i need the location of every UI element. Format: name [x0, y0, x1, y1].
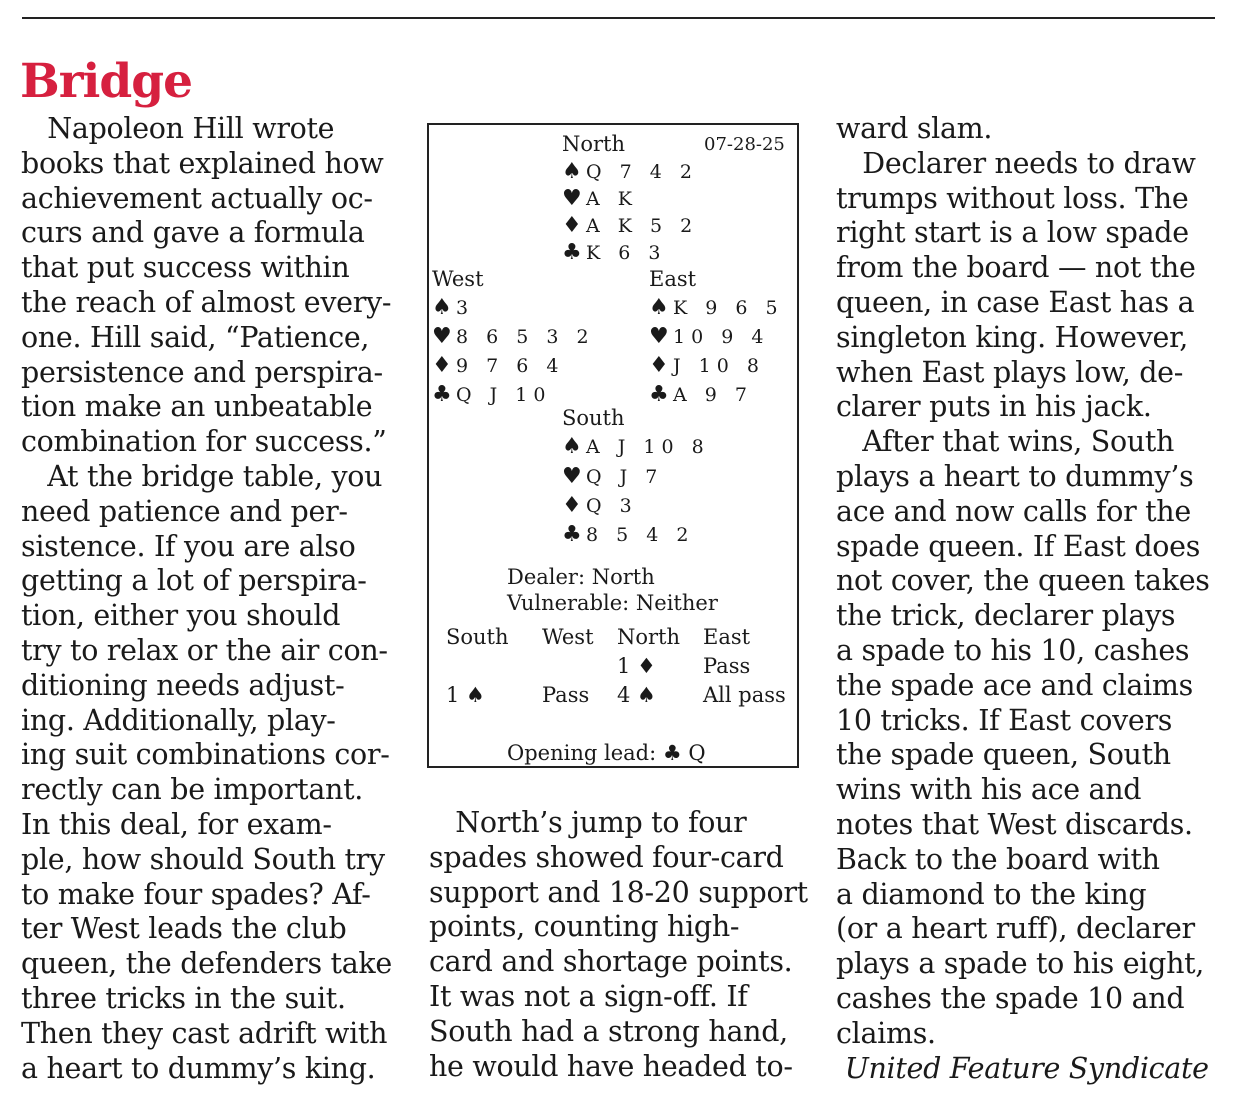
- east-clubs: ♣ A 9 7: [649, 382, 753, 407]
- spade-icon: ♠: [562, 159, 582, 184]
- text-line: points, counting high-: [429, 910, 740, 944]
- club-icon: ♣: [649, 382, 669, 407]
- east-hearts: ♥ 10 9 4: [649, 324, 770, 349]
- east-spades: ♠ K 9 6 5: [649, 295, 784, 320]
- text-line: tion, either you should: [21, 599, 341, 633]
- club-icon: ♣: [432, 382, 452, 407]
- text-line: ing. Additionally, play-: [21, 703, 336, 737]
- section-title: Bridge: [20, 54, 192, 109]
- article-column-3: [836, 112, 1231, 1086]
- south-diamonds: ♦ Q 3: [562, 493, 638, 518]
- diamond-icon: ♦: [562, 213, 582, 238]
- club-icon: ♣: [562, 240, 582, 265]
- text-line: trumps without loss. The: [836, 181, 1189, 215]
- text-line: books that explained how: [21, 146, 384, 180]
- auction-bid: 4 ♠: [617, 683, 656, 707]
- diamond-icon: ♦: [562, 493, 582, 518]
- heart-icon: ♥: [562, 186, 582, 211]
- bridge-deal-diagram: [427, 123, 799, 768]
- text-line: wins with his ace and: [836, 773, 1142, 807]
- south-hearts: ♥ Q J 7: [562, 464, 664, 489]
- text-line: when East plays low, de-: [836, 355, 1184, 389]
- text-line: ter West leads the club: [21, 912, 347, 946]
- text-line: the reach of almost every-: [21, 285, 392, 319]
- deal-date: 07-28-25: [704, 134, 785, 155]
- text-line: 10 tricks. If East covers: [836, 703, 1173, 737]
- text-line: persistence and perspira-: [21, 355, 383, 389]
- north-spades: ♠ Q 7 4 2: [562, 159, 698, 184]
- text-line: a heart to dummy’s king.: [21, 1051, 376, 1085]
- text-line: the trick, declarer plays: [836, 599, 1176, 633]
- text-line: notes that West discards.: [836, 807, 1193, 841]
- north-clubs: ♣ K 6 3: [562, 240, 667, 265]
- text-line: spade queen. If East does: [836, 529, 1201, 563]
- text-line: card and shortage points.: [429, 945, 793, 979]
- west-spades: ♠ 3: [432, 295, 475, 320]
- west-diamonds: ♦ 9 7 6 4: [432, 353, 565, 378]
- text-line: support and 18-20 support: [429, 875, 808, 909]
- text-line: After that wins, South: [836, 425, 1175, 459]
- spade-icon: ♠: [432, 295, 452, 320]
- text-line: a spade to his 10, cashes: [836, 633, 1190, 667]
- text-line: the spade ace and claims: [836, 668, 1193, 702]
- text-line: North’s jump to four: [429, 806, 747, 839]
- text-line: to make four spades? Af-: [21, 877, 371, 911]
- text-line: ace and now calls for the: [836, 494, 1191, 528]
- text-line: from the board — not the: [836, 251, 1196, 285]
- text-line: sistence. If you are also: [21, 529, 356, 563]
- text-line: try to relax or the air con-: [21, 633, 388, 667]
- auction-bid: 1 ♦: [617, 654, 656, 678]
- text-line: spades showed four-card: [429, 840, 784, 874]
- heart-icon: ♥: [649, 324, 669, 349]
- text-line: need patience and per-: [21, 494, 348, 528]
- top-rule: [22, 17, 1215, 19]
- text-line: At the bridge table, you: [21, 459, 383, 493]
- text-line: In this deal, for exam-: [21, 807, 332, 841]
- east-diamonds: ♦ J 10 8: [649, 353, 765, 378]
- text-line: South had a strong hand,: [429, 1014, 788, 1048]
- auction-bid: 1 ♠: [446, 683, 485, 707]
- diamond-icon: ♦: [649, 353, 669, 378]
- text-line: achievement actually oc-: [21, 181, 373, 215]
- text-line: a diamond to the king: [836, 877, 1147, 911]
- text-line: It was not a sign-off. If: [429, 979, 748, 1013]
- opening-lead: Opening lead: ♣ Q: [507, 741, 706, 765]
- auction-header: South: [446, 625, 509, 649]
- auction-bid: Pass: [703, 654, 751, 678]
- auction-header: West: [542, 625, 594, 649]
- vulnerability-info: Vulnerable: Neither: [507, 591, 718, 615]
- east-label: East: [649, 267, 697, 291]
- auction-header: North: [617, 625, 681, 649]
- text-line: three tricks in the suit.: [21, 981, 346, 1015]
- north-label: North: [562, 132, 626, 156]
- text-line: (or a heart ruff), declarer: [836, 912, 1195, 946]
- text-line: claims.: [836, 1016, 936, 1050]
- auction-bid: Pass: [542, 683, 590, 707]
- text-line: that put success within: [21, 251, 350, 285]
- text-line: the spade queen, South: [836, 738, 1171, 772]
- text-line: ward slam.: [836, 112, 993, 145]
- south-spades: ♠ A J 10 8: [562, 434, 710, 459]
- south-clubs: ♣ 8 5 4 2: [562, 522, 695, 547]
- text-line: Declarer needs to draw: [836, 146, 1196, 180]
- north-hearts: ♥ A K: [562, 186, 638, 211]
- south-label: South: [562, 406, 625, 430]
- text-line: getting a lot of perspira-: [21, 564, 367, 598]
- text-line: ple, how should South try: [21, 842, 385, 876]
- text-line: rectly can be important.: [21, 773, 363, 807]
- text-line: cashes the spade 10 and: [836, 981, 1185, 1015]
- text-line: he would have headed to-: [429, 1049, 793, 1083]
- text-line: plays a heart to dummy’s: [836, 459, 1194, 493]
- spade-icon: ♠: [562, 434, 582, 459]
- text-line: combination for success.”: [21, 425, 387, 459]
- west-clubs: ♣ Q J 10: [432, 382, 552, 407]
- club-icon: ♣: [562, 522, 582, 547]
- text-line: Then they cast adrift with: [21, 1016, 388, 1050]
- dealer-info: Dealer: North: [507, 565, 655, 589]
- heart-icon: ♥: [432, 324, 452, 349]
- credit-line: United Feature Syndicate: [836, 1051, 1209, 1085]
- text-line: ing suit combinations cor-: [21, 738, 390, 772]
- north-diamonds: ♦ A K 5 2: [562, 213, 699, 238]
- auction-header: East: [703, 625, 751, 649]
- west-hearts: ♥ 8 6 5 3 2: [432, 324, 595, 349]
- text-line: not cover, the queen takes: [836, 564, 1210, 598]
- article-column-1: [21, 112, 411, 1086]
- text-line: clarer puts in his jack.: [836, 390, 1152, 424]
- text-line: ditioning needs adjust-: [21, 668, 345, 702]
- article-column-2: [429, 806, 824, 1084]
- diamond-icon: ♦: [432, 353, 452, 378]
- heart-icon: ♥: [562, 464, 582, 489]
- text-line: queen, the defenders take: [21, 947, 392, 981]
- text-line: right start is a low spade: [836, 216, 1189, 250]
- text-line: queen, in case East has a: [836, 285, 1195, 319]
- text-line: plays a spade to his eight,: [836, 947, 1205, 981]
- text-line: one. Hill said, “Patience,: [21, 320, 370, 354]
- text-line: tion make an unbeatable: [21, 390, 373, 424]
- text-line: curs and gave a formula: [21, 216, 365, 250]
- spade-icon: ♠: [649, 295, 669, 320]
- text-line: singleton king. However,: [836, 320, 1189, 354]
- west-label: West: [432, 267, 484, 291]
- text-line: Back to the board with: [836, 842, 1160, 876]
- auction-bid: All pass: [703, 683, 786, 707]
- text-line: Napoleon Hill wrote: [21, 112, 335, 145]
